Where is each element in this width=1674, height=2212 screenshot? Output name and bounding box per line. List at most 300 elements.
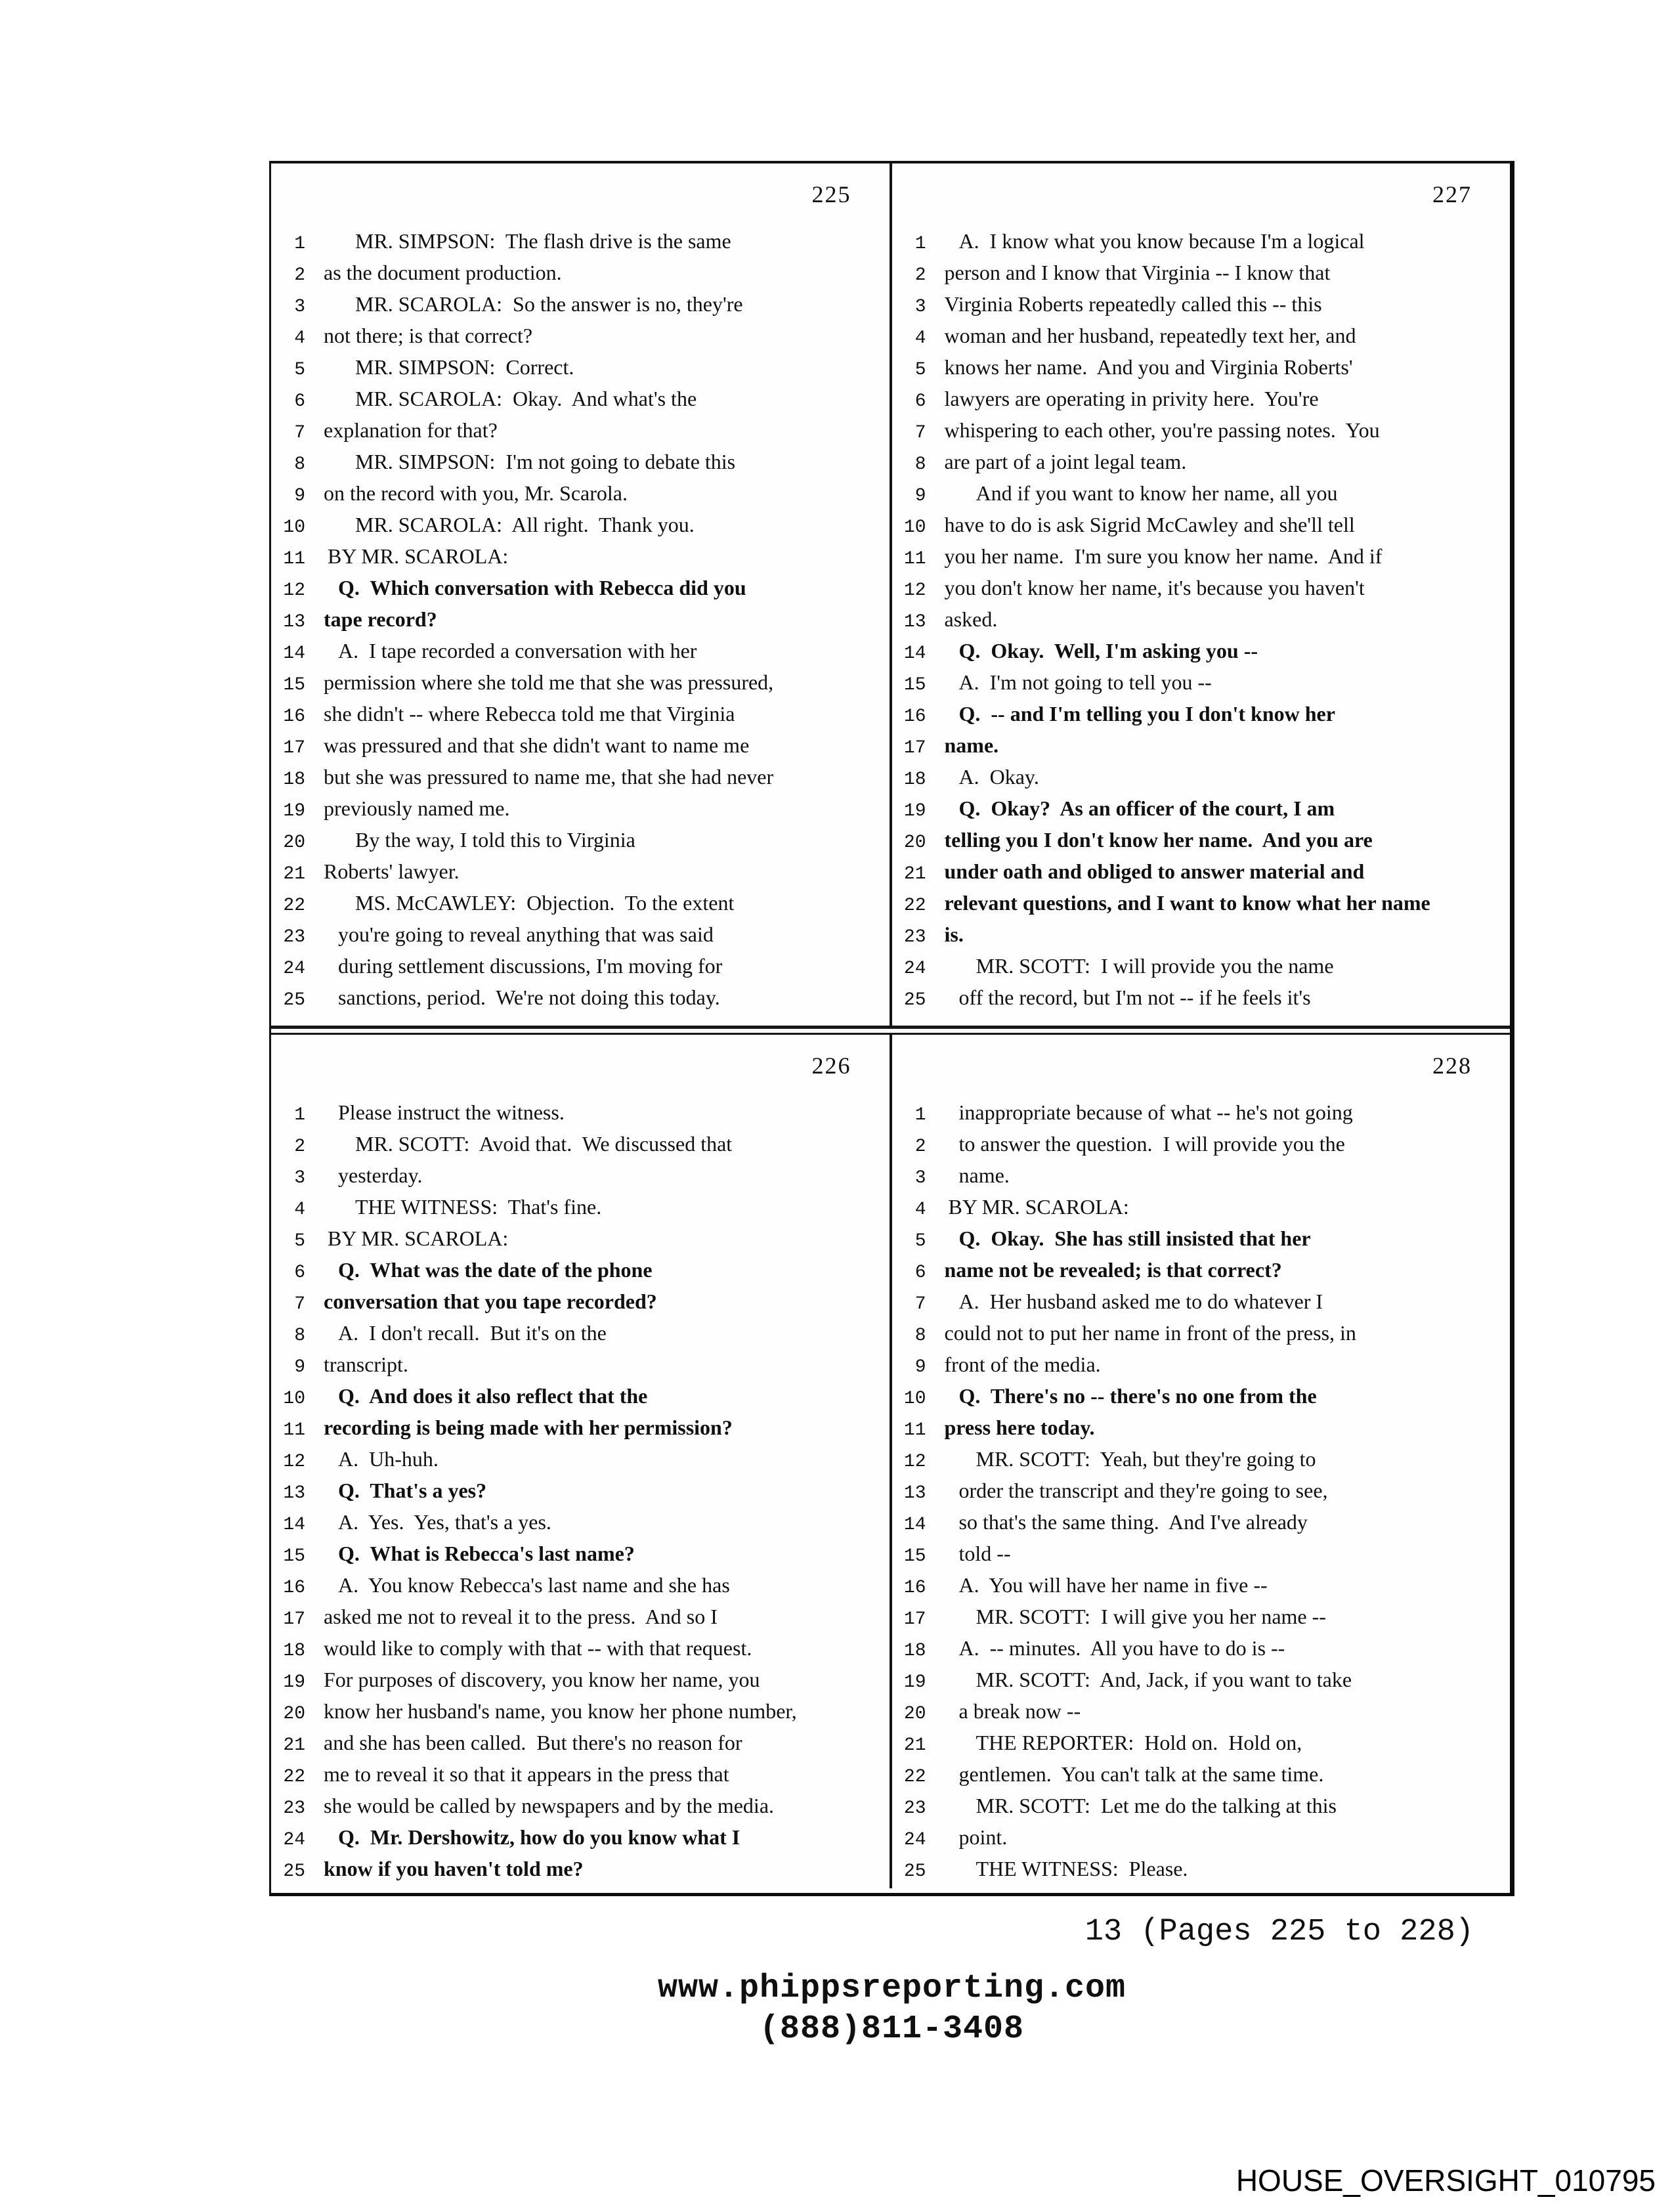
line-number: 10 <box>283 517 305 538</box>
line-text: And if you want to know her name, all you <box>976 481 1338 505</box>
transcript-line <box>897 986 1511 1017</box>
line-text: MS. McCAWLEY: Objection. To the extent <box>355 891 735 915</box>
line-number: 23 <box>283 1798 305 1819</box>
transcript-line <box>897 1731 1511 1762</box>
line-text: off the record, but I'm not -- if he feels it's <box>958 986 1311 1009</box>
line-number: 3 <box>914 1168 926 1188</box>
line-text: Virginia Roberts repeatedly called this -- this <box>944 292 1322 316</box>
line-number: 4 <box>914 328 926 349</box>
line-number: 7 <box>914 1294 926 1314</box>
transcript-line <box>276 1605 890 1636</box>
transcript-line <box>897 765 1511 796</box>
transcript-line <box>897 1163 1511 1195</box>
line-text: so that's the same thing. And I've already <box>958 1510 1308 1534</box>
reporting-company-phone: (888)811-3408 <box>759 2010 1025 2048</box>
transcript-page-228 <box>890 1035 1511 1888</box>
transcript-page-227 <box>890 163 1511 1026</box>
line-text: yesterday. <box>338 1163 423 1187</box>
line-text: MR. SCOTT: Avoid that. We discussed that <box>355 1132 733 1156</box>
transcript-line <box>897 261 1511 292</box>
transcript-line <box>276 1258 890 1290</box>
transcript-line <box>897 1479 1511 1510</box>
page-number: 228 <box>1432 1052 1472 1079</box>
transcript-sheet <box>269 161 1514 1896</box>
line-text: me to reveal it so that it appears in the press that <box>324 1762 729 1786</box>
line-text: MR. SCOTT: I will give you her name -- <box>976 1605 1326 1628</box>
transcript-line <box>897 355 1511 387</box>
line-text: Q. What was the date of the phone <box>338 1258 653 1282</box>
transcript-line <box>276 450 890 481</box>
line-number: 17 <box>283 1609 305 1630</box>
line-number: 19 <box>903 801 926 821</box>
line-text: explanation for that? <box>324 418 498 442</box>
line-text: previously named me. <box>324 796 510 820</box>
transcript-page-226 <box>271 1035 890 1888</box>
transcript-line <box>897 292 1511 324</box>
line-text: conversation that you tape recorded? <box>324 1290 657 1313</box>
line-text: during settlement discussions, I'm moving for <box>338 954 723 978</box>
line-number: 13 <box>903 1483 926 1504</box>
transcript-line <box>897 954 1511 986</box>
line-number: 21 <box>903 864 926 884</box>
line-number: 4 <box>914 1200 926 1220</box>
line-number: 7 <box>914 423 926 443</box>
line-text: under oath and obliged to answer material and <box>944 859 1365 883</box>
line-text: Q. Okay. Well, I'm asking you -- <box>958 639 1258 662</box>
line-text: order the transcript and they're going to see, <box>958 1479 1328 1502</box>
line-number: 19 <box>903 1672 926 1693</box>
transcript-line <box>897 859 1511 891</box>
line-number: 12 <box>283 580 305 601</box>
line-text: she didn't -- where Rebecca told me that Virginia <box>324 702 735 726</box>
transcript-line <box>897 922 1511 954</box>
transcript-line <box>897 418 1511 450</box>
line-text: A. Uh-huh. <box>338 1447 439 1471</box>
page-number: 226 <box>811 1052 851 1079</box>
transcript-line <box>897 1258 1511 1290</box>
transcript-line <box>276 1290 890 1321</box>
transcript-row-bottom <box>271 1033 1510 1888</box>
line-text: know if you haven't told me? <box>324 1857 584 1880</box>
line-text: was pressured and that she didn't want to name me <box>324 733 750 757</box>
transcript-line <box>276 1510 890 1542</box>
line-text: are part of a joint legal team. <box>944 450 1187 473</box>
line-number: 1 <box>914 234 926 254</box>
transcript-line <box>897 387 1511 418</box>
line-text: permission where she told me that she was pressured, <box>324 670 774 694</box>
line-number: 8 <box>294 1326 305 1346</box>
transcript-lines <box>276 229 890 1017</box>
transcript-line <box>276 765 890 796</box>
line-text: inappropriate because of what -- he's not going <box>958 1100 1353 1124</box>
line-text: tape record? <box>324 607 437 631</box>
transcript-line <box>276 355 890 387</box>
line-number: 1 <box>914 1105 926 1125</box>
transcript-line <box>897 733 1511 765</box>
line-number: 23 <box>903 1798 926 1819</box>
line-text: asked. <box>944 607 998 631</box>
transcript-line <box>897 513 1511 544</box>
line-number: 1 <box>294 234 305 254</box>
transcript-line <box>276 1195 890 1226</box>
line-text: A. Okay. <box>958 765 1039 789</box>
transcript-line <box>276 1416 890 1447</box>
transcript-line <box>276 1825 890 1857</box>
transcript-line <box>897 1794 1511 1825</box>
line-text: name not be revealed; is that correct? <box>944 1258 1282 1282</box>
line-number: 22 <box>903 896 926 916</box>
line-number: 3 <box>914 297 926 317</box>
line-number: 17 <box>903 1609 926 1630</box>
transcript-line <box>276 670 890 702</box>
line-number: 9 <box>294 1357 305 1377</box>
transcript-line <box>897 1132 1511 1163</box>
line-text: THE REPORTER: Hold on. Hold on, <box>976 1731 1302 1754</box>
transcript-line <box>276 576 890 607</box>
transcript-line <box>897 670 1511 702</box>
transcript-line <box>897 450 1511 481</box>
line-text: asked me not to reveal it to the press. And so I <box>324 1605 718 1628</box>
transcript-line <box>276 1447 890 1479</box>
transcript-line <box>276 859 890 891</box>
line-text: Please instruct the witness. <box>338 1100 565 1124</box>
transcript-line <box>276 796 890 828</box>
line-text: BY MR. SCAROLA: <box>328 1226 509 1250</box>
transcript-line <box>276 1132 890 1163</box>
transcript-line <box>276 828 890 859</box>
line-number: 21 <box>903 1735 926 1756</box>
line-number: 8 <box>294 454 305 475</box>
line-text: lawyers are operating in privity here. You're <box>944 387 1319 410</box>
line-text: MR. SIMPSON: Correct. <box>355 355 574 379</box>
line-text: Q. -- and I'm telling you I don't know her <box>958 702 1335 726</box>
transcript-line <box>897 1226 1511 1258</box>
line-number: 18 <box>903 1641 926 1661</box>
line-number: 6 <box>914 1263 926 1283</box>
line-text: to answer the question. I will provide you the <box>958 1132 1345 1156</box>
transcript-line <box>276 922 890 954</box>
line-text: MR. SCOTT: Let me do the talking at this <box>976 1794 1337 1817</box>
line-number: 17 <box>903 738 926 758</box>
line-text: could not to put her name in front of the press, in <box>944 1321 1356 1345</box>
transcript-lines <box>897 229 1511 1017</box>
line-number: 9 <box>294 486 305 506</box>
line-number: 11 <box>903 549 926 569</box>
line-text: Q. And does it also reflect that the <box>338 1384 648 1408</box>
line-number: 21 <box>283 864 305 884</box>
line-text: relevant questions, and I want to know what her name <box>944 891 1430 915</box>
line-number: 24 <box>903 1830 926 1850</box>
line-text: knows her name. And you and Virginia Roberts' <box>944 355 1353 379</box>
transcript-line <box>276 544 890 576</box>
transcript-line <box>897 1510 1511 1542</box>
transcript-line <box>897 1195 1511 1226</box>
line-text: not there; is that correct? <box>324 324 533 347</box>
line-number: 6 <box>294 391 305 412</box>
line-text: Q. What is Rebecca's last name? <box>338 1542 635 1565</box>
line-number: 3 <box>294 297 305 317</box>
line-text: MR. SCOTT: I will provide you the name <box>976 954 1334 978</box>
transcript-line <box>276 324 890 355</box>
line-text: A. You will have her name in five -- <box>958 1573 1268 1597</box>
line-text: THE WITNESS: Please. <box>976 1857 1188 1880</box>
line-number: 18 <box>903 770 926 790</box>
line-number: 7 <box>294 1294 305 1314</box>
transcript-line <box>276 733 890 765</box>
transcript-line <box>897 1668 1511 1699</box>
transcript-line <box>897 1699 1511 1731</box>
transcript-line <box>897 828 1511 859</box>
line-number: 5 <box>914 360 926 380</box>
line-number: 17 <box>283 738 305 758</box>
line-text: press here today. <box>944 1416 1095 1439</box>
line-text: have to do is ask Sigrid McCawley and she'll tell <box>944 513 1355 536</box>
line-text: MR. SCOTT: And, Jack, if you want to take <box>976 1668 1352 1691</box>
transcript-line <box>897 607 1511 639</box>
transcript-line <box>276 1762 890 1794</box>
line-number: 11 <box>903 1420 926 1441</box>
line-text: A. Yes. Yes, that's a yes. <box>338 1510 551 1534</box>
line-number: 24 <box>283 1830 305 1850</box>
line-text: she would be called by newspapers and by the media. <box>324 1794 775 1817</box>
line-number: 25 <box>903 1861 926 1882</box>
transcript-line <box>276 954 890 986</box>
line-text: A. I'm not going to tell you -- <box>958 670 1212 694</box>
transcript-line <box>276 1542 890 1573</box>
line-number: 16 <box>903 1578 926 1598</box>
line-number: 6 <box>914 391 926 412</box>
transcript-line <box>897 481 1511 513</box>
transcript-line <box>897 1384 1511 1416</box>
line-number: 8 <box>914 454 926 475</box>
transcript-line <box>897 229 1511 261</box>
line-number: 13 <box>283 612 305 632</box>
line-text: For purposes of discovery, you know her name, you <box>324 1668 760 1691</box>
line-number: 4 <box>294 328 305 349</box>
line-number: 13 <box>283 1483 305 1504</box>
line-number: 18 <box>283 1641 305 1661</box>
line-number: 23 <box>283 927 305 947</box>
line-text: Roberts' lawyer. <box>324 859 460 883</box>
line-text: woman and her husband, repeatedly text her, and <box>944 324 1356 347</box>
line-number: 2 <box>914 1137 926 1157</box>
line-number: 8 <box>914 1326 926 1346</box>
line-text: A. You know Rebecca's last name and she has <box>338 1573 730 1597</box>
line-text: recording is being made with her permission? <box>324 1416 733 1439</box>
line-text: and she has been called. But there's no reason for <box>324 1731 742 1754</box>
line-text: A. I know what you know because I'm a logical <box>958 229 1365 253</box>
line-number: 23 <box>903 927 926 947</box>
transcript-page-225 <box>271 163 890 1026</box>
line-number: 13 <box>903 612 926 632</box>
transcript-line <box>897 1825 1511 1857</box>
line-text: Q. Okay. She has still insisted that her <box>958 1226 1311 1250</box>
line-number: 24 <box>283 959 305 979</box>
line-number: 10 <box>903 1389 926 1409</box>
line-number: 19 <box>283 801 305 821</box>
line-text: you're going to reveal anything that was said <box>338 922 714 946</box>
line-number: 7 <box>294 423 305 443</box>
line-number: 15 <box>283 1546 305 1567</box>
line-number: 1 <box>294 1105 305 1125</box>
transcript-line <box>897 1321 1511 1353</box>
line-number: 2 <box>294 265 305 286</box>
transcript-line <box>276 1731 890 1762</box>
line-text: a break now -- <box>958 1699 1081 1723</box>
line-text: MR. SIMPSON: I'm not going to debate this <box>355 450 736 473</box>
line-text: Q. Okay? As an officer of the court, I am <box>958 796 1335 820</box>
line-text: THE WITNESS: That's fine. <box>355 1195 602 1219</box>
line-number: 12 <box>903 580 926 601</box>
line-number: 10 <box>903 517 926 538</box>
transcript-lines <box>897 1100 1511 1888</box>
line-number: 11 <box>283 549 305 569</box>
transcript-line <box>276 891 890 922</box>
transcript-line <box>276 229 890 261</box>
line-number: 5 <box>294 1231 305 1251</box>
line-text: MR. SIMPSON: The flash drive is the same <box>355 229 731 253</box>
line-number: 25 <box>283 990 305 1010</box>
transcript-line <box>897 544 1511 576</box>
line-text: name. <box>944 733 999 757</box>
line-text: whispering to each other, you're passing notes. You <box>944 418 1380 442</box>
line-number: 20 <box>283 833 305 853</box>
line-text: Q. Which conversation with Rebecca did you <box>338 576 746 599</box>
transcript-line <box>897 1762 1511 1794</box>
line-number: 15 <box>283 675 305 695</box>
transcript-lines <box>276 1100 890 1888</box>
transcript-line <box>276 513 890 544</box>
line-number: 14 <box>903 1515 926 1535</box>
line-text: Q. Mr. Dershowitz, how do you know what I <box>338 1825 740 1849</box>
line-text: but she was pressured to name me, that she had never <box>324 765 774 789</box>
line-text: told -- <box>958 1542 1011 1565</box>
transcript-line <box>897 1573 1511 1605</box>
line-text: you don't know her name, it's because you haven't <box>944 576 1365 599</box>
page-number: 225 <box>811 181 851 207</box>
line-number: 25 <box>903 990 926 1010</box>
line-number: 22 <box>903 1767 926 1787</box>
transcript-line <box>276 1794 890 1825</box>
transcript-line <box>897 576 1511 607</box>
transcript-line <box>276 1857 890 1888</box>
line-text: MR. SCAROLA: Okay. And what's the <box>355 387 697 410</box>
transcript-line <box>276 1699 890 1731</box>
line-text: By the way, I told this to Virginia <box>355 828 635 852</box>
transcript-line <box>897 1416 1511 1447</box>
transcript-line <box>897 796 1511 828</box>
line-number: 5 <box>294 360 305 380</box>
line-number: 16 <box>903 706 926 727</box>
line-text: A. I tape recorded a conversation with her <box>338 639 697 662</box>
transcript-row-top <box>271 163 1510 1029</box>
line-number: 2 <box>914 265 926 286</box>
line-text: A. Her husband asked me to do whatever I <box>958 1290 1323 1313</box>
transcript-line <box>897 1447 1511 1479</box>
line-text: A. I don't recall. But it's on the <box>338 1321 607 1345</box>
line-number: 21 <box>283 1735 305 1756</box>
transcript-line <box>897 324 1511 355</box>
line-text: telling you I don't know her name. And you are <box>944 828 1373 852</box>
line-number: 19 <box>283 1672 305 1693</box>
transcript-line <box>276 1479 890 1510</box>
line-text: MR. SCAROLA: So the answer is no, they're <box>355 292 743 316</box>
transcript-line <box>276 1573 890 1605</box>
line-text: BY MR. SCAROLA: <box>948 1195 1129 1219</box>
transcript-line <box>276 1384 890 1416</box>
line-number: 14 <box>283 1515 305 1535</box>
reporting-company-website: www.phippsreporting.com <box>657 1970 1127 2007</box>
line-number: 3 <box>294 1168 305 1188</box>
line-number: 9 <box>914 486 926 506</box>
line-number: 22 <box>283 896 305 916</box>
line-number: 22 <box>283 1767 305 1787</box>
line-text: gentlemen. You can't talk at the same time. <box>958 1762 1324 1786</box>
transcript-line <box>276 481 890 513</box>
line-text: on the record with you, Mr. Scarola. <box>324 481 628 505</box>
line-text: point. <box>958 1825 1008 1849</box>
line-text: front of the media. <box>944 1353 1101 1376</box>
line-number: 2 <box>294 1137 305 1157</box>
line-text: Q. That's a yes? <box>338 1479 487 1502</box>
line-number: 16 <box>283 706 305 727</box>
transcript-line <box>276 1636 890 1668</box>
line-text: A. -- minutes. All you have to do is -- <box>958 1636 1285 1660</box>
line-text: MR. SCOTT: Yeah, but they're going to <box>976 1447 1316 1471</box>
line-number: 9 <box>914 1357 926 1377</box>
bates-number: HOUSE_OVERSIGHT_010795 <box>1235 2163 1656 2198</box>
transcript-line <box>276 1100 890 1132</box>
transcript-line <box>276 418 890 450</box>
transcript-line <box>276 1668 890 1699</box>
transcript-line <box>897 639 1511 670</box>
line-number: 20 <box>903 1704 926 1724</box>
line-text: name. <box>958 1163 1010 1187</box>
line-text: is. <box>944 922 964 946</box>
transcript-line <box>897 891 1511 922</box>
line-number: 15 <box>903 1546 926 1567</box>
transcript-line <box>276 607 890 639</box>
transcript-line <box>276 1226 890 1258</box>
transcript-line <box>276 261 890 292</box>
transcript-line <box>276 1163 890 1195</box>
line-number: 25 <box>283 1861 305 1882</box>
line-number: 20 <box>903 833 926 853</box>
line-text: as the document production. <box>324 261 562 284</box>
line-number: 12 <box>283 1452 305 1472</box>
line-text: sanctions, period. We're not doing this today. <box>338 986 720 1009</box>
line-text: BY MR. SCAROLA: <box>328 544 509 568</box>
line-text: you her name. I'm sure you know her name. And if <box>944 544 1383 568</box>
transcript-line <box>276 1321 890 1353</box>
transcript-line <box>897 1100 1511 1132</box>
line-number: 14 <box>283 643 305 664</box>
line-number: 4 <box>294 1200 305 1220</box>
transcript-line <box>276 986 890 1017</box>
page-number: 227 <box>1432 181 1472 207</box>
transcript-line <box>897 1542 1511 1573</box>
line-number: 15 <box>903 675 926 695</box>
transcript-line <box>897 702 1511 733</box>
line-number: 10 <box>283 1389 305 1409</box>
line-number: 18 <box>283 770 305 790</box>
line-text: MR. SCAROLA: All right. Thank you. <box>355 513 695 536</box>
sheet-page-range: 13 (Pages 225 to 228) <box>1084 1915 1474 1949</box>
line-number: 11 <box>283 1420 305 1441</box>
line-number: 5 <box>914 1231 926 1251</box>
transcript-line <box>897 1605 1511 1636</box>
line-number: 16 <box>283 1578 305 1598</box>
